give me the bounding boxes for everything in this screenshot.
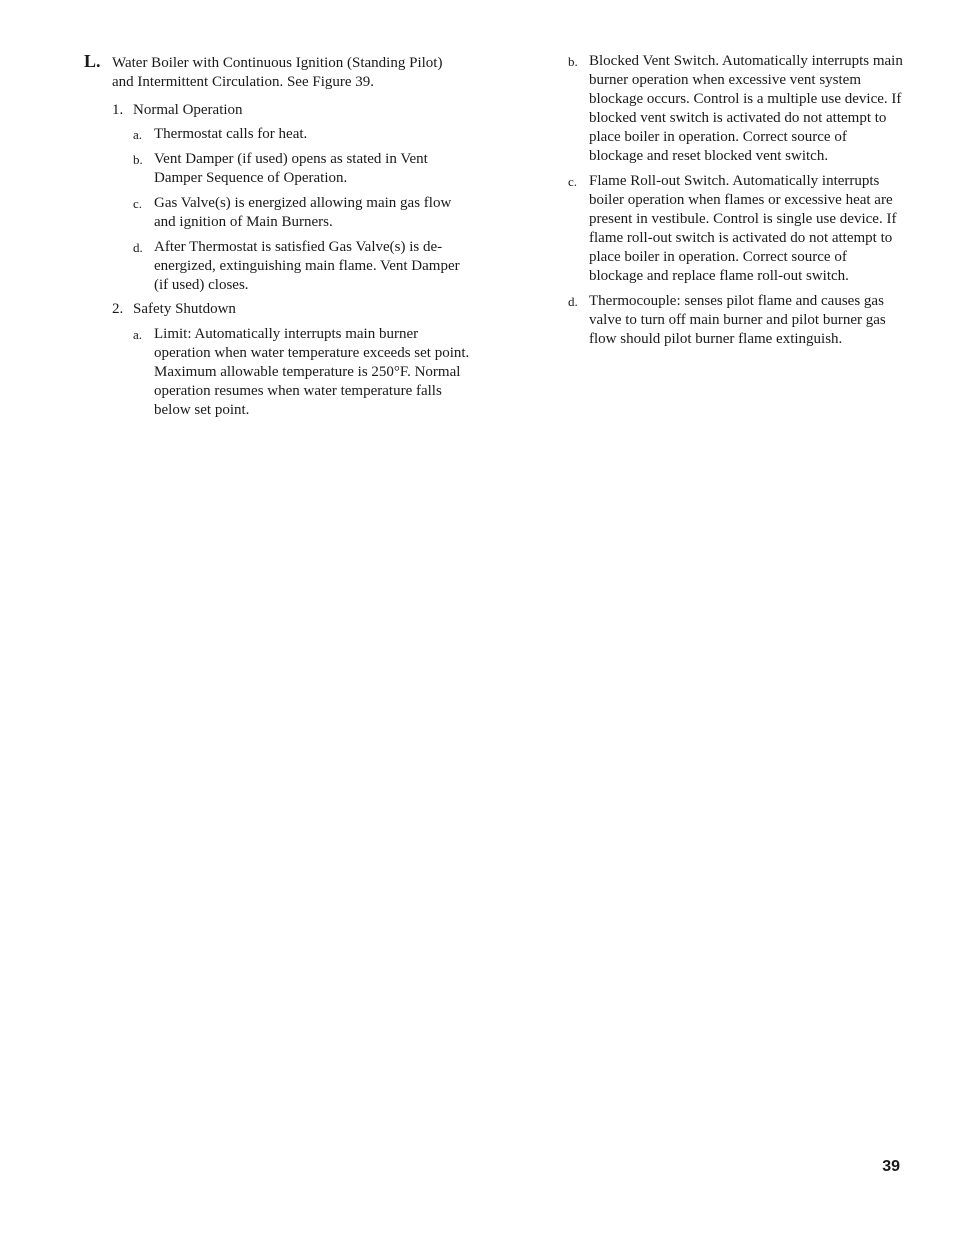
- list-item: [133, 194, 474, 232]
- item-number: 1.: [112, 102, 124, 118]
- item-text: Flame Roll-out Switch. Automatically interrupts boiler operation when flames or excessive heat are present in vestibule. Control is single use device. If flame roll-out switch is activated do not attempt to place boiler in operation. Correct source of blockage and replace flame roll-out switch.: [589, 173, 897, 284]
- item-label: d.: [133, 240, 143, 255]
- safety-shutdown-heading: [112, 300, 474, 319]
- item-text: Gas Valve(s) is energized allowing main gas flow and ignition of Main Burners.: [154, 195, 452, 230]
- item-label: c.: [133, 196, 143, 211]
- list-item: [133, 238, 474, 295]
- section-title: [112, 52, 442, 92]
- list-item: [133, 150, 474, 188]
- item-title: Safety Shutdown: [133, 301, 236, 317]
- list-item: [568, 292, 903, 349]
- item-text: Blocked Vent Switch. Automatically interrupts main burner operation when excessive vent system blockage occurs. Control is a multiple use device. If blocked vent switch is activated do not attempt to place boiler in operation. Correct source of blockage and reset blocked vent switch.: [589, 53, 903, 164]
- item-label: a.: [133, 327, 143, 342]
- item-text: Thermocouple: senses pilot flame and causes gas valve to turn off main burner and pilot burner gas flow should pilot burner flame extinguish.: [589, 293, 886, 347]
- normal-operation-heading: [112, 101, 474, 120]
- list-item: [568, 52, 903, 166]
- right-column: [568, 52, 903, 355]
- section-title-line2: and Intermittent Circulation. See Figure 39.: [112, 74, 375, 90]
- item-label: b.: [568, 54, 578, 69]
- item-text: Limit: Automatically interrupts main burner operation when water temperature exceeds set point. Maximum allowable temperature is 250°F. Normal operation resumes when water temperature falls below set point.: [154, 326, 470, 418]
- item-text: Thermostat calls for heat.: [154, 126, 308, 142]
- section-title-line1: Water Boiler with Continuous Ignition (Standing Pilot): [112, 55, 443, 71]
- item-title: Normal Operation: [133, 102, 243, 118]
- item-label: a.: [133, 127, 143, 142]
- item-label: c.: [568, 174, 578, 189]
- list-item: [568, 172, 903, 286]
- item-text: Vent Damper (if used) opens as stated in Vent Damper Sequence of Operation.: [154, 151, 428, 186]
- section-heading: [84, 52, 474, 92]
- page-number: 39: [882, 1158, 900, 1175]
- item-label: b.: [133, 152, 143, 167]
- list-item: [133, 325, 474, 420]
- list-item: [133, 125, 474, 144]
- left-column: [84, 52, 474, 420]
- item-text: After Thermostat is satisfied Gas Valve(s) is de-energized, extinguishing main flame. Vent Damper (if used) closes.: [154, 239, 460, 293]
- item-label: d.: [568, 294, 578, 309]
- item-number: 2.: [112, 301, 124, 317]
- section-letter: L.: [84, 51, 101, 71]
